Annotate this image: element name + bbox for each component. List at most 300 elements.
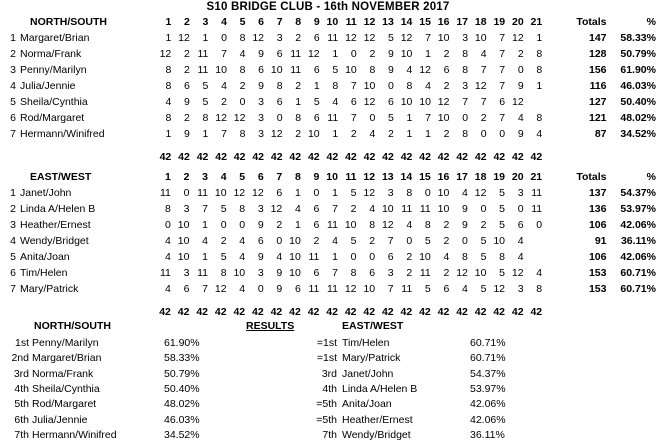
board-total-cell: 42 (449, 303, 468, 322)
pair-total: 127 (571, 94, 607, 110)
board-total-cell: 42 (375, 303, 394, 322)
pair-row (0, 201, 656, 217)
board-score-cell: 9 (449, 201, 468, 217)
board-score-cell: 8 (357, 217, 376, 233)
board-score-cell: 8 (227, 201, 246, 217)
board-score-cell: 4 (319, 233, 338, 249)
board-total-cell: 42 (320, 148, 339, 167)
board-number-header: 11 (338, 14, 357, 30)
board-score-cell: 11 (320, 30, 339, 46)
result-names: Mary/Patrick (342, 351, 400, 366)
board-score-cell: 6 (505, 217, 524, 233)
board-score-cell: 0 (412, 185, 431, 201)
board-score-cell: 1 (320, 46, 339, 62)
pair-row (0, 265, 656, 281)
board-total-cell: 42 (319, 303, 338, 322)
board-score-cell: 12 (208, 281, 227, 297)
board-score-cell: 5 (468, 233, 487, 249)
pair-number: 5 (6, 94, 16, 110)
board-score-cell: 5 (338, 233, 357, 249)
board-score-cell: 3 (245, 201, 264, 217)
board-total-cell: 42 (208, 303, 227, 322)
board-score-cell: 8 (227, 126, 246, 142)
board-score-cell: 2 (431, 78, 450, 94)
board-number-header: 6 (245, 169, 264, 185)
board-score-cell: 11 (394, 201, 413, 217)
board-number-header: 15 (412, 14, 431, 30)
board-score-cell: 3 (245, 94, 264, 110)
board-total-cell: 42 (245, 148, 264, 167)
pair-cell (0, 110, 153, 126)
board-score-cell: 7 (319, 265, 338, 281)
board-number-header: 1 (152, 169, 171, 185)
board-score-cell: 10 (282, 233, 301, 249)
board-score-cell: 6 (431, 62, 450, 78)
board-score-cell (524, 249, 543, 265)
result-place: 7th (301, 428, 337, 443)
board-score-cell: 8 (152, 201, 171, 217)
pair-row (0, 46, 656, 62)
ns-section-title: NORTH/SOUTH (0, 16, 107, 28)
pair-names: Hermann/Winifred (16, 128, 105, 140)
pair-percent: 46.03% (607, 78, 656, 94)
board-total-cell: 42 (505, 303, 524, 322)
pair-row (0, 94, 656, 110)
board-score-cell: 7 (375, 281, 394, 297)
board-score-cell: 12 (264, 126, 283, 142)
board-score-cell: 12 (468, 78, 487, 94)
pair-percent: 60.71% (607, 281, 656, 297)
board-score-cell: 8 (227, 30, 246, 46)
pair-number: 7 (6, 281, 16, 297)
board-score-cell: 2 (375, 126, 394, 142)
board-score-cell: 8 (264, 78, 283, 94)
board-score-cell: 0 (505, 62, 524, 78)
board-score-cell: 1 (524, 30, 543, 46)
board-score-cell: 12 (208, 110, 227, 126)
board-score-cell: 4 (468, 46, 487, 62)
board-score-cell: 7 (189, 201, 208, 217)
board-number-header: 10 (320, 14, 339, 30)
board-score-cell: 5 (486, 201, 505, 217)
board-total-cell: 42 (357, 148, 376, 167)
board-score-cell: 2 (283, 126, 302, 142)
result-percent: 53.97% (470, 382, 506, 397)
board-score-cell: 7 (375, 233, 394, 249)
pair-total: 128 (571, 46, 607, 62)
board-score-cell: 1 (190, 30, 209, 46)
column-gap (542, 281, 571, 297)
board-score-cell: 9 (171, 126, 190, 142)
column-gap (542, 249, 571, 265)
column-gap (542, 30, 571, 46)
pair-names: Norma/Frank (16, 48, 81, 60)
board-score-cell: 5 (208, 201, 227, 217)
board-score-cell: 1 (394, 126, 413, 142)
pair-total: 106 (571, 249, 607, 265)
board-number-header: 14 (394, 169, 413, 185)
result-percent: 36.11% (470, 428, 505, 443)
pair-names: Rod/Margaret (16, 112, 84, 124)
board-score-cell: 9 (245, 249, 264, 265)
board-score-cell: 7 (338, 110, 357, 126)
board-score-cell: 4 (152, 233, 171, 249)
board-score-cell: 5 (468, 281, 487, 297)
board-score-cell: 1 (189, 217, 208, 233)
board-score-cell: 0 (171, 185, 190, 201)
board-score-cell: 4 (227, 281, 246, 297)
board-score-cell: 11 (190, 46, 209, 62)
result-names: Linda A/Helen B (342, 382, 417, 397)
board-score-cell: 5 (412, 233, 431, 249)
pair-row (0, 110, 656, 126)
pair-percent: 61.90% (607, 62, 656, 78)
board-score-cell: 8 (524, 46, 543, 62)
pair-row (0, 126, 656, 142)
board-score-cell: 8 (449, 126, 468, 142)
board-score-cell: 7 (487, 62, 506, 78)
column-gap (542, 185, 571, 201)
empty-cell (607, 148, 656, 167)
board-score-cell: 10 (338, 62, 357, 78)
board-score-cell: 6 (301, 201, 320, 217)
board-score-cell: 8 (394, 78, 413, 94)
board-total-cell: 42 (152, 303, 171, 322)
pair-cell (0, 281, 152, 297)
result-place: =5th (301, 397, 337, 412)
board-score-cell: 12 (338, 281, 357, 297)
pair-total: 147 (571, 30, 607, 46)
pair-cell (0, 201, 152, 217)
pair-row (0, 217, 656, 233)
result-names: Tim/Helen (342, 336, 389, 351)
pair-number: 5 (6, 249, 16, 265)
pair-number: 6 (6, 265, 16, 281)
board-number-header: 13 (375, 14, 394, 30)
board-number-header: 12 (357, 169, 376, 185)
board-score-cell: 1 (190, 126, 209, 142)
board-score-cell: 2 (171, 46, 190, 62)
result-place: 3rd (301, 367, 337, 382)
board-number-header: 8 (283, 14, 302, 30)
board-total-cell: 42 (524, 148, 543, 167)
ew-section-title: EAST/WEST (0, 171, 91, 183)
pair-row (0, 185, 656, 201)
board-score-cell: 6 (357, 265, 376, 281)
board-score-cell: 8 (524, 110, 543, 126)
result-row (0, 367, 656, 382)
column-gap (542, 46, 571, 62)
result-percent: 46.03% (164, 413, 200, 428)
board-score-cell: 11 (524, 201, 543, 217)
board-score-cell: 11 (301, 281, 320, 297)
result-percent: 42.06% (470, 397, 506, 412)
pair-total: 116 (571, 78, 607, 94)
board-score-cell: 6 (264, 46, 283, 62)
board-score-cell: 9 (505, 78, 524, 94)
board-number-header: 18 (468, 169, 487, 185)
board-score-cell: 3 (171, 265, 190, 281)
board-score-cell: 6 (338, 94, 357, 110)
board-score-cell: 7 (189, 281, 208, 297)
board-score-cell: 3 (245, 126, 264, 142)
board-score-cell: 5 (320, 62, 339, 78)
board-score-cell: 12 (171, 30, 190, 46)
empty-cell (0, 148, 153, 167)
pair-percent: 36.11% (607, 233, 656, 249)
board-score-cell: 1 (412, 126, 431, 142)
board-score-cell: 6 (301, 110, 320, 126)
board-score-cell: 4 (227, 233, 246, 249)
board-score-cell: 10 (282, 249, 301, 265)
result-percent: 61.90% (164, 336, 200, 351)
board-score-cell: 9 (245, 78, 264, 94)
north-south-score-table (0, 14, 656, 167)
board-total-cell: 42 (524, 303, 543, 322)
result-row (0, 351, 656, 366)
board-total-cell: 42 (449, 148, 468, 167)
board-score-cell: 5 (375, 110, 394, 126)
result-percent: 48.02% (164, 397, 200, 412)
board-score-cell: 9 (505, 126, 524, 142)
board-score-cell: 2 (264, 217, 283, 233)
board-score-cell: 11 (283, 46, 302, 62)
board-score-cell: 4 (524, 265, 543, 281)
result-percent: 54.37% (470, 367, 506, 382)
board-score-cell: 5 (486, 185, 505, 201)
board-score-cell: 0 (468, 201, 487, 217)
result-names: Heather/Ernest (342, 413, 413, 428)
board-total-cell: 42 (153, 148, 172, 167)
board-score-cell: 8 (357, 62, 376, 78)
board-number-header: 19 (486, 169, 505, 185)
board-score-cell: 2 (338, 126, 357, 142)
board-score-cell: 4 (189, 233, 208, 249)
ns-header-row (0, 14, 656, 30)
board-score-cell: 0 (264, 233, 283, 249)
board-total-cell: 42 (468, 148, 487, 167)
board-score-cell: 11 (283, 62, 302, 78)
board-number-header: 6 (245, 14, 264, 30)
board-score-cell: 2 (338, 201, 357, 217)
result-percent: 50.40% (164, 382, 200, 397)
ew-section-label (0, 169, 152, 185)
board-score-cell: 6 (282, 281, 301, 297)
board-score-cell: 6 (171, 78, 190, 94)
board-total-cell: 42 (245, 303, 264, 322)
pair-total: 87 (571, 126, 607, 142)
board-score-cell: 2 (468, 217, 487, 233)
board-total-cell: 42 (282, 303, 301, 322)
board-total-cell: 42 (171, 303, 190, 322)
board-score-cell: 2 (431, 46, 450, 62)
pair-percent: 42.06% (607, 217, 656, 233)
board-score-cell: 2 (394, 249, 413, 265)
board-score-cell: 7 (449, 94, 468, 110)
board-total-cell: 42 (301, 148, 320, 167)
column-gap (542, 126, 571, 142)
pair-total: 156 (571, 62, 607, 78)
board-score-cell: 4 (208, 78, 227, 94)
pair-percent: 42.06% (607, 249, 656, 265)
board-score-cell: 2 (283, 78, 302, 94)
column-gap (542, 94, 571, 110)
board-score-cell: 4 (524, 126, 543, 142)
board-score-cell: 5 (486, 217, 505, 233)
board-score-cell: 8 (227, 62, 246, 78)
board-score-cell: 1 (189, 249, 208, 265)
board-score-cell: 3 (375, 185, 394, 201)
result-place: =5th (301, 413, 337, 428)
board-score-cell: 11 (301, 249, 320, 265)
board-total-cell: 42 (171, 148, 190, 167)
board-number-header: 21 (524, 14, 543, 30)
board-score-cell: 10 (338, 217, 357, 233)
pair-total: 121 (571, 110, 607, 126)
board-total-cell: 42 (264, 148, 283, 167)
board-score-cell: 2 (357, 233, 376, 249)
board-score-cell: 3 (375, 265, 394, 281)
board-number-header: 10 (319, 169, 338, 185)
board-total-cell: 42 (227, 148, 246, 167)
board-total-cell: 42 (487, 148, 506, 167)
pair-row (0, 78, 656, 94)
board-score-cell: 12 (468, 185, 487, 201)
empty-cell (607, 303, 656, 322)
board-score-cell: 2 (171, 62, 190, 78)
board-score-cell: 4 (357, 201, 376, 217)
board-score-cell: 9 (264, 265, 283, 281)
board-number-header: 2 (171, 14, 190, 30)
pair-names: Anita/Joan (16, 251, 70, 263)
pair-row (0, 249, 656, 265)
board-score-cell: 6 (487, 94, 506, 110)
board-score-cell: 12 (505, 265, 524, 281)
result-names: Norma/Frank (32, 367, 93, 382)
pair-names: Heather/Ernest (16, 219, 91, 231)
pair-names: Janet/John (16, 187, 71, 199)
board-score-cell: 6 (245, 233, 264, 249)
board-number-header: 21 (524, 169, 543, 185)
board-score-cell: 3 (245, 110, 264, 126)
board-number-header: 4 (208, 169, 227, 185)
board-score-cell: 4 (505, 233, 524, 249)
result-row (0, 336, 656, 351)
board-score-cell: 4 (227, 249, 246, 265)
board-score-cell: 0 (152, 217, 171, 233)
board-score-cell: 4 (394, 217, 413, 233)
board-score-cell: 8 (320, 78, 339, 94)
board-total-cell: 42 (283, 148, 302, 167)
board-score-cell: 0 (357, 249, 376, 265)
board-score-cell: 10 (227, 265, 246, 281)
pair-number: 3 (6, 217, 16, 233)
board-score-cell: 6 (375, 94, 394, 110)
board-score-cell: 7 (468, 62, 487, 78)
board-score-cell: 8 (153, 110, 172, 126)
board-score-cell: 0 (357, 110, 376, 126)
board-score-cell: 4 (505, 110, 524, 126)
board-score-cell: 11 (319, 217, 338, 233)
board-score-cell: 8 (153, 78, 172, 94)
board-score-cell: 11 (189, 185, 208, 201)
pair-row (0, 62, 656, 78)
pair-cell (0, 265, 152, 281)
pair-number: 1 (6, 185, 16, 201)
board-score-cell: 1 (282, 217, 301, 233)
board-number-header: 14 (394, 14, 413, 30)
result-place: 4th (301, 382, 337, 397)
pair-number: 2 (6, 46, 16, 62)
board-score-cell: 5 (486, 265, 505, 281)
board-score-cell: 0 (245, 281, 264, 297)
pair-total: 153 (571, 265, 607, 281)
board-score-cell: 4 (394, 62, 413, 78)
result-names: Rod/Margaret (32, 397, 96, 412)
result-row (0, 397, 656, 412)
board-score-cell: 0 (301, 185, 320, 201)
board-score-cell: 12 (357, 30, 376, 46)
board-number-header: 16 (431, 169, 450, 185)
column-gap (542, 110, 571, 126)
board-score-cell: 8 (524, 62, 543, 78)
board-score-cell: 6 (264, 94, 283, 110)
board-total-cell: 42 (394, 303, 413, 322)
result-percent: 34.52% (164, 428, 200, 443)
board-score-cell: 4 (227, 46, 246, 62)
board-score-cell: 0 (505, 201, 524, 217)
pair-total: 153 (571, 281, 607, 297)
board-score-cell: 4 (449, 281, 468, 297)
pair-total: 136 (571, 201, 607, 217)
board-score-cell: 0 (449, 110, 468, 126)
board-score-cell: 10 (431, 110, 450, 126)
board-score-cell: 4 (282, 201, 301, 217)
board-score-cell: 7 (208, 126, 227, 142)
board-score-cell: 0 (468, 126, 487, 142)
board-score-cell: 8 (283, 110, 302, 126)
board-score-cell: 12 (412, 62, 431, 78)
board-score-cell: 12 (245, 30, 264, 46)
board-score-cell: 4 (152, 249, 171, 265)
board-score-cell: 2 (431, 126, 450, 142)
board-score-cell: 5 (301, 94, 320, 110)
result-row (0, 413, 656, 428)
result-percent: 60.71% (470, 336, 506, 351)
board-score-cell: 10 (171, 217, 190, 233)
board-score-cell: 12 (375, 217, 394, 233)
board-score-cell: 11 (412, 265, 431, 281)
board-score-cell: 12 (505, 30, 524, 46)
result-place: =1st (301, 336, 337, 351)
board-score-cell: 10 (264, 62, 283, 78)
board-number-header: 17 (449, 14, 468, 30)
result-place: 6th (0, 413, 29, 428)
board-score-cell: 12 (338, 30, 357, 46)
board-score-cell (524, 233, 543, 249)
column-gap (542, 265, 571, 281)
board-score-cell: 7 (338, 78, 357, 94)
board-score-cell: 10 (171, 249, 190, 265)
board-score-cell: 2 (208, 94, 227, 110)
pair-row (0, 281, 656, 297)
board-score-cell: 8 (449, 62, 468, 78)
pair-names: Julia/Jennie (16, 80, 75, 92)
result-percent: 50.79% (164, 367, 200, 382)
percent-header: % (607, 14, 656, 30)
board-score-cell: 1 (412, 46, 431, 62)
empty-cell (571, 148, 607, 167)
